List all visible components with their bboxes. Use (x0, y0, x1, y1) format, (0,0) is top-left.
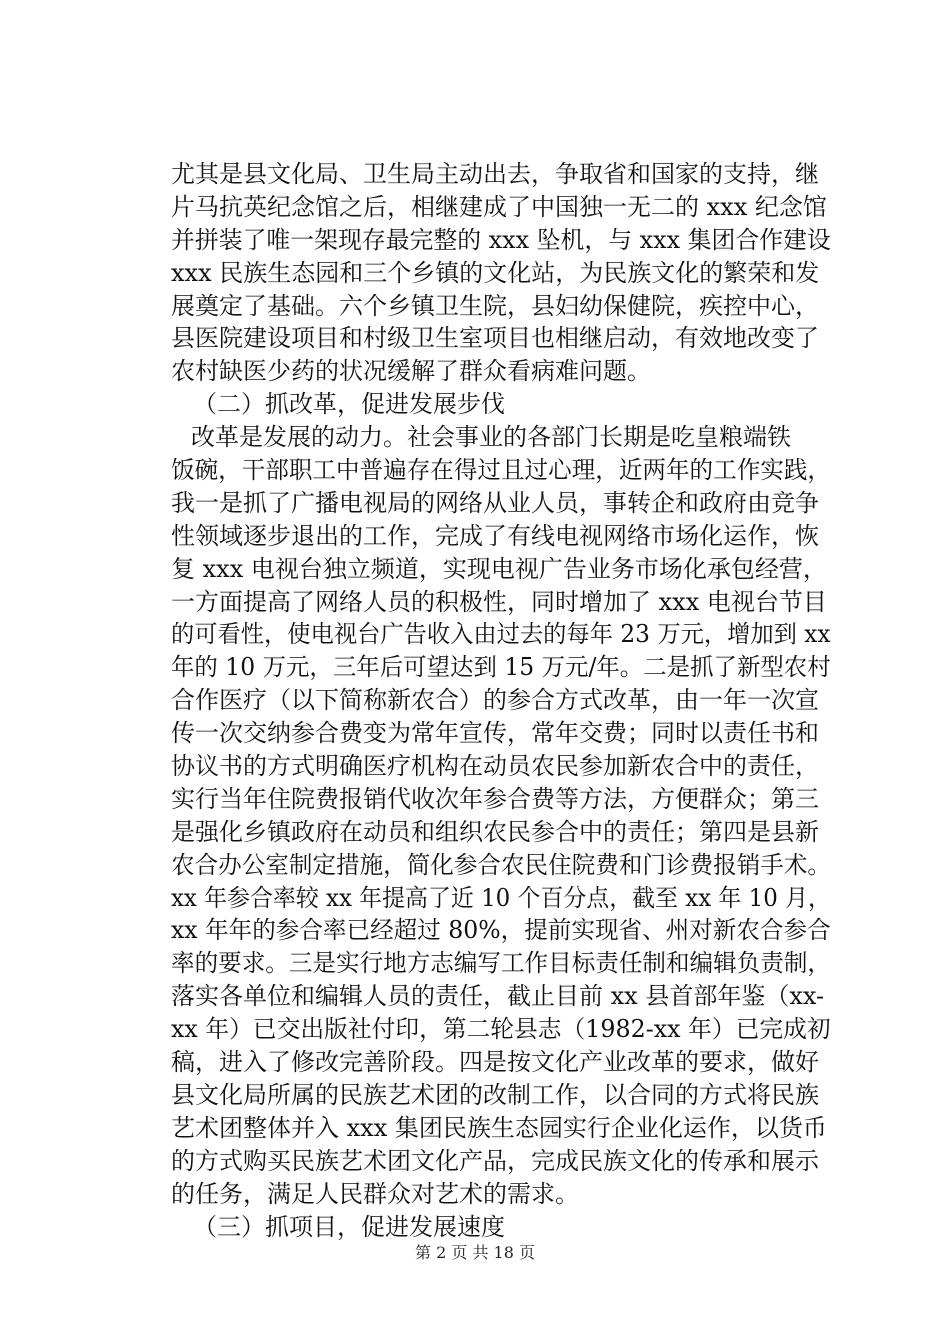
text-line: 艺术团整体并入 xxx 集团民族生态园实行企业化运作，以货币 (171, 1113, 827, 1142)
text-line: 复 xxx 电视台独立频道，实现电视广告业务市场化承包经营， (171, 554, 827, 583)
text-line: 年的 10 万元，三年后可望达到 15 万元/年。二是抓了新型农村 (171, 653, 831, 682)
text-line: 片马抗英纪念馆之后，相继建成了中国独一无二的 xxx 纪念馆 (171, 192, 827, 221)
text-line: 稿，进入了修改完善阶段。四是按文化产业改革的要求，做好 (171, 1048, 819, 1077)
text-line: 传一次交纳参合费变为常年宣传，常年交费；同时以责任书和 (171, 719, 819, 748)
page-footer: 第 2 页 共 18 页 (415, 1243, 535, 1262)
text-line: 协议书的方式明确医疗机构在动员农民参加新农合中的责任， (171, 752, 819, 781)
document-body (171, 158, 831, 1243)
text-line: 饭碗，干部职工中普遍存在得过且过心理，近两年的工作实践， (171, 456, 831, 485)
text-line: 县文化局所属的民族艺术团的改制工作，以合同的方式将民族 (171, 1080, 819, 1109)
text-line: 的方式购买民族艺术团文化产品，完成民族文化的传承和展示 (171, 1146, 819, 1175)
text-line: 实行当年住院费报销代收次年参合费等方法，方便群众；第三 (171, 784, 819, 813)
text-line: 的可看性，使电视台广告收入由过去的每年 23 万元，增加到 xx (171, 620, 831, 649)
text-line: xxx 民族生态园和三个乡镇的文化站，为民族文化的繁荣和发 (171, 258, 820, 287)
text-line: 的任务，满足人民群众对艺术的需求。 (171, 1179, 579, 1208)
text-line: 一方面提高了网络人员的积极性，同时增加了 xxx 电视台节目 (171, 587, 827, 616)
text-line: 合作医疗（以下简称新农合）的参合方式改革，由一年一次宣 (171, 686, 819, 715)
text-line: xx 年年的参合率已经超过 80%，提前实现省、州对新农合参合 (171, 916, 831, 945)
text-line: 落实各单位和编辑人员的责任，截止目前 xx 县首部年鉴（xx- (171, 982, 825, 1011)
text-line: 农村缺医少药的状况缓解了群众看病难问题。 (171, 357, 651, 386)
text-line: xx 年）已交出版社付印，第二轮县志（1982-xx 年）已完成初 (171, 1015, 831, 1044)
section-heading: （二）抓改革，促进发展步伐 (193, 390, 505, 419)
text-line: 农合办公室制定措施，简化参合农民住院费和门诊费报销手术。 (171, 850, 831, 879)
text-line: 我一是抓了广播电视局的网络从业人员，事转企和政府由竞争 (171, 488, 819, 517)
text-line: 展奠定了基础。六个乡镇卫生院，县妇幼保健院，疾控中心， (171, 291, 819, 320)
text-line: 并拼装了唯一架现存最完整的 xxx 坠机，与 xxx 集团合作建设 (171, 225, 831, 254)
text-line: 改革是发展的动力。社会事业的各部门长期是吃皇粮端铁 (191, 423, 791, 452)
text-line: 性领域逐步退出的工作，完成了有线电视网络市场化运作，恢 (171, 521, 819, 550)
text-line: xx 年参合率较 xx 年提高了近 10 个百分点，截至 xx 年 10 月， (171, 883, 831, 912)
text-line: 是强化乡镇政府在动员和组织农民参合中的责任；第四是县新 (171, 817, 819, 846)
text-line: 县医院建设项目和村级卫生室项目也相继启动，有效地改变了 (171, 324, 819, 353)
section-heading: （三）抓项目，促进发展速度 (193, 1212, 505, 1241)
text-line: 尤其是县文化局、卫生局主动出去，争取省和国家的支持，继 (171, 160, 819, 188)
text-line: 率的要求。三是实行地方志编写工作目标责任制和编辑负责制， (171, 949, 831, 978)
